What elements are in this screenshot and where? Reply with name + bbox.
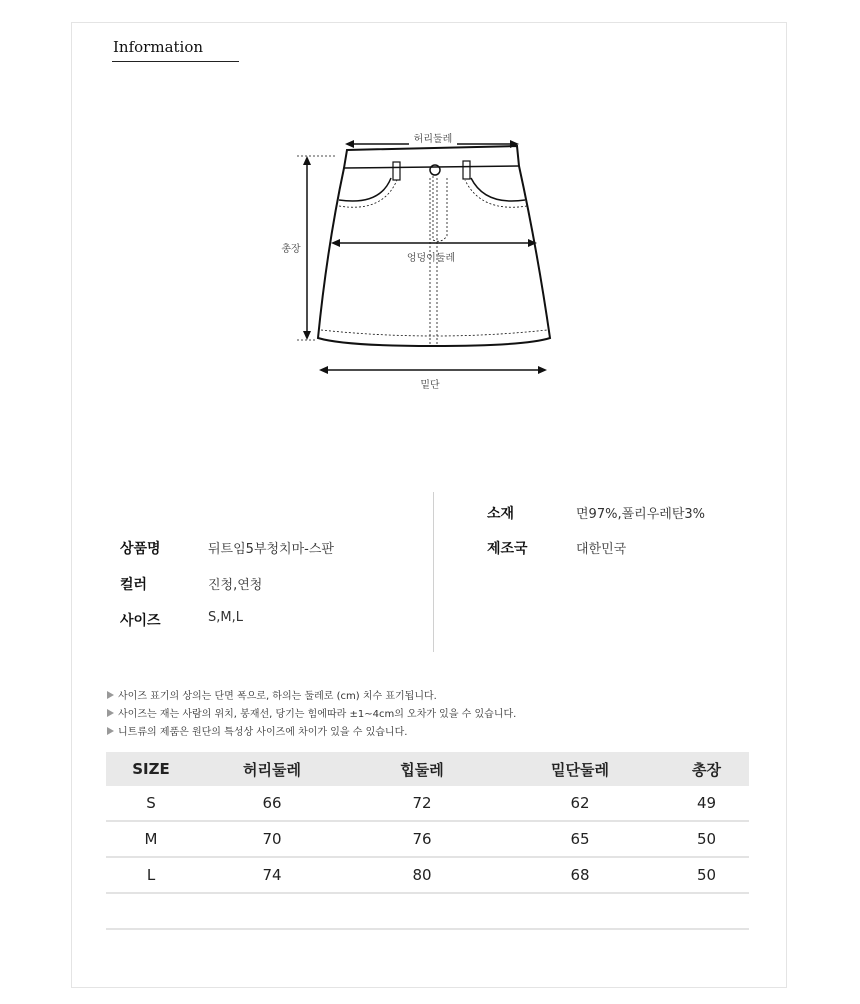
table-header-row (106, 752, 749, 786)
hip-label: 엉덩이둘레 (406, 253, 456, 264)
skirt-size-diagram (275, 128, 565, 398)
cell-waist: 70 (196, 821, 348, 857)
note-item: 사이즈는 재는 사람의 위치, 봉재선, 당기는 힘에따라 ±1~4cm의 오차가 있을 수 있습니다. (107, 706, 516, 724)
section-title: Information (113, 38, 204, 56)
table-row-empty (106, 893, 749, 929)
spec-value: S,M,L (208, 610, 243, 625)
triangle-bullet-icon (107, 709, 114, 717)
spec-value: 뒤트임5부청치마-스판 (208, 542, 334, 557)
cell-size: M (106, 821, 196, 857)
cell-waist: 66 (196, 786, 348, 821)
cell-length: 50 (664, 857, 749, 893)
cell-length: 50 (664, 821, 749, 857)
waist-label: 허리둘레 (413, 134, 453, 145)
cell-hem: 65 (496, 821, 664, 857)
spec-key: 소재 (487, 506, 515, 522)
note-item: 사이즈 표기의 상의는 단면 폭으로, 하의는 둘레로 (cm) 치수 표기됩니다. (107, 688, 516, 706)
spec-value: 대한민국 (576, 542, 627, 557)
cell-size: L (106, 857, 196, 893)
header-hip: 힙둘레 (348, 752, 496, 786)
title-underline (112, 61, 239, 62)
spec-value: 면97%,폴리우레탄3% (576, 507, 705, 522)
header-length: 총장 (664, 752, 749, 786)
hem-arrow (319, 366, 547, 374)
cell-hem: 62 (496, 786, 664, 821)
size-notes (107, 688, 516, 742)
spec-divider (433, 492, 434, 652)
spec-key: 사이즈 (120, 613, 161, 629)
table-row (106, 786, 749, 821)
spec-key: 컬러 (120, 577, 148, 593)
hem-label: 밑단 (420, 380, 440, 391)
note-item: 니트류의 제품은 원단의 특성상 사이즈에 차이가 있을 수 있습니다. (107, 724, 516, 742)
table-row (106, 821, 749, 857)
header-size: SIZE (106, 752, 196, 786)
cell-length: 49 (664, 786, 749, 821)
spec-key: 상품명 (120, 541, 161, 557)
triangle-bullet-icon (107, 727, 114, 735)
cell-hip: 80 (348, 857, 496, 893)
header-waist: 허리둘레 (196, 752, 348, 786)
cell-waist: 74 (196, 857, 348, 893)
header-hem: 밑단둘레 (496, 752, 664, 786)
length-label: 총장 (281, 244, 301, 255)
size-table (106, 752, 749, 930)
spec-key: 제조국 (487, 541, 528, 557)
cell-hip: 72 (348, 786, 496, 821)
cell-hem: 68 (496, 857, 664, 893)
triangle-bullet-icon (107, 691, 114, 699)
spec-value: 진청,연청 (208, 578, 263, 593)
skirt-outline (318, 146, 550, 346)
cell-hip: 76 (348, 821, 496, 857)
table-row (106, 857, 749, 893)
cell-size: S (106, 786, 196, 821)
